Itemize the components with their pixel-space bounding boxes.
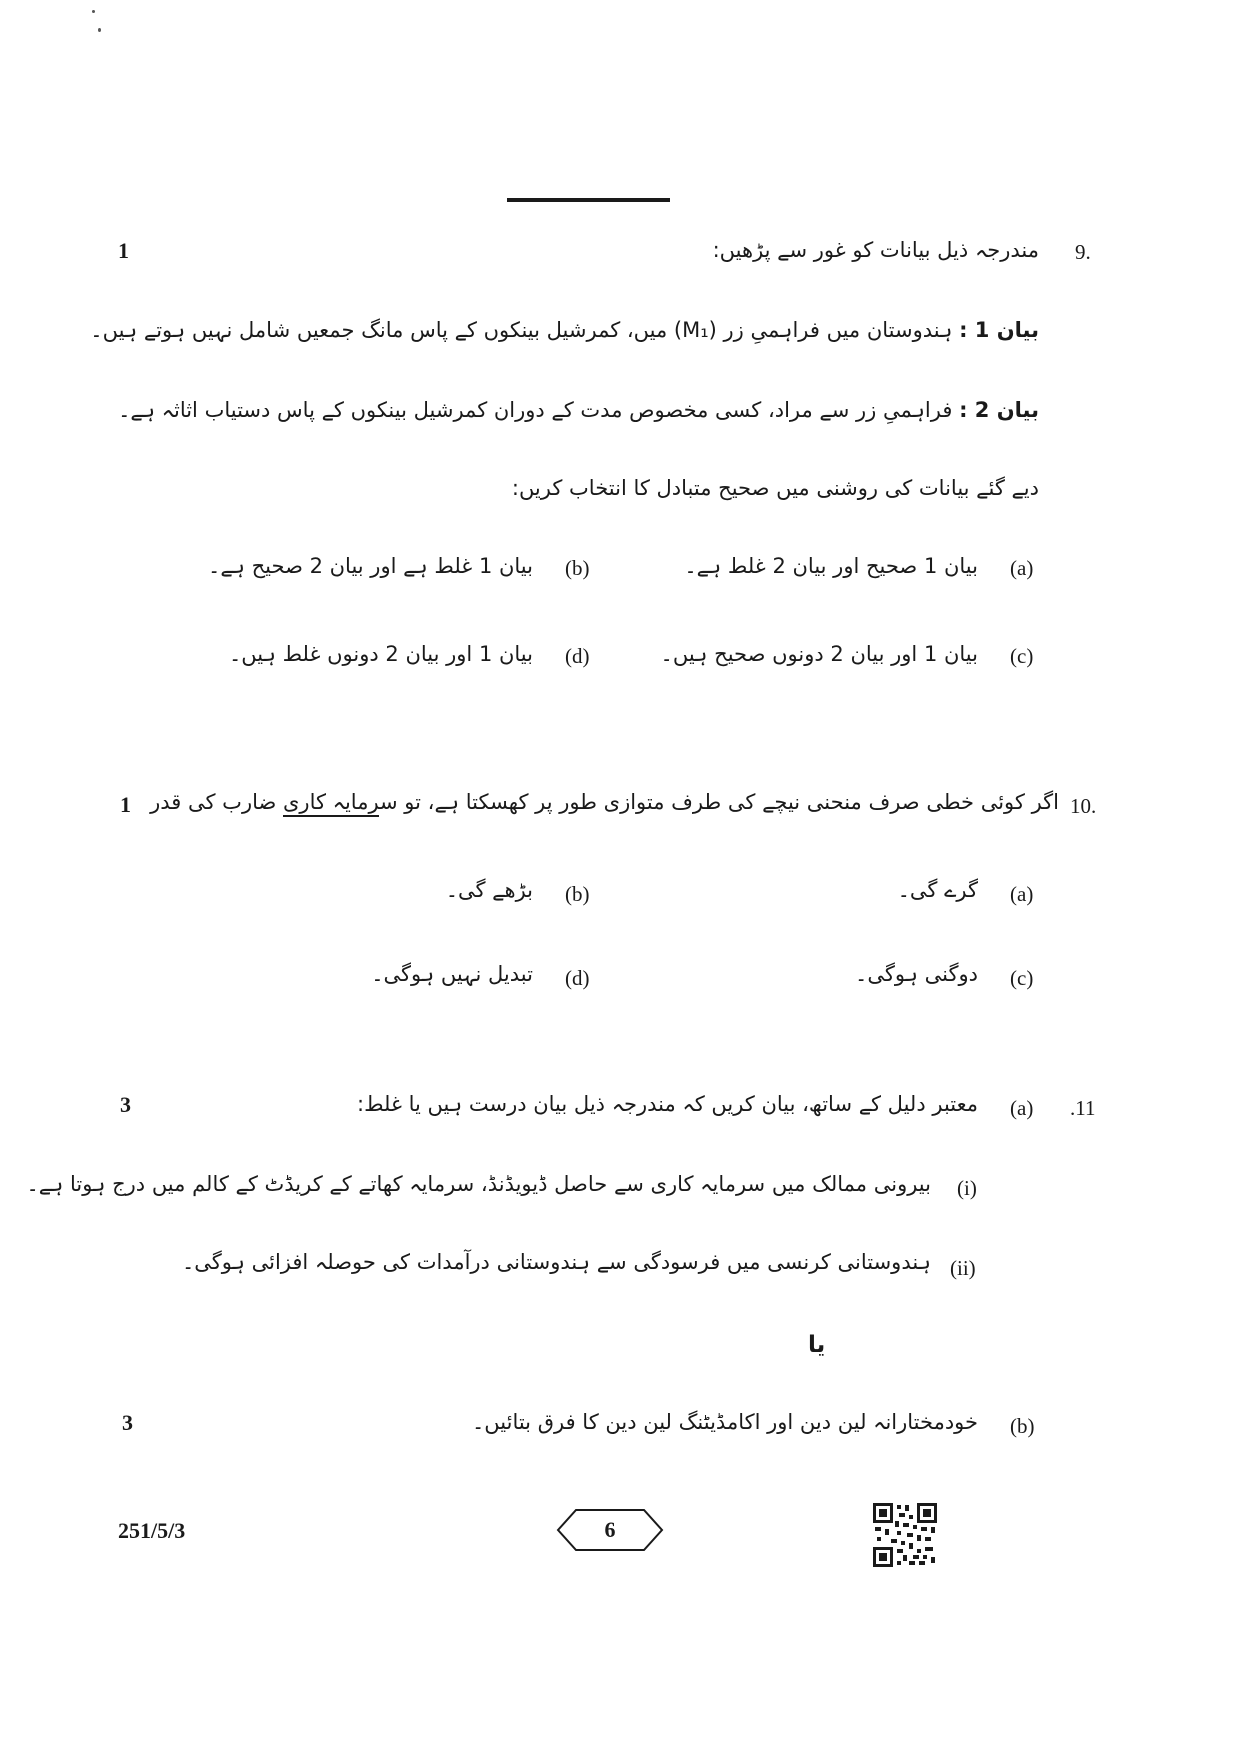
q10-marks: 1 [120,792,131,817]
q9-statement1 [90,318,1039,342]
q11-sub-ii-text: ہندوستانی کرنسی میں فرسودگی سے ہندوستانی درآمدات کی حوصلہ افزائی ہوگی۔ [181,1250,931,1274]
q9-option-d-text: بیان 1 اور بیان 2 دونوں غلط ہیں۔ [228,642,533,666]
q10-option-c-text: دوگنی ہوگی۔ [855,962,978,986]
q9-option-b-text: بیان 1 غلط ہے اور بیان 2 صحیح ہے۔ [208,554,533,578]
q11-or: یا [808,1332,826,1358]
paper-code: 251/5/3 [118,1518,186,1543]
q9-instruction: دیے گئے بیانات کی روشنی میں صحیح متبادل کا انتخاب کریں: [511,476,1039,500]
header-rule [507,198,670,202]
q11-part-a-marks: 3 [120,1092,131,1117]
q10-prompt: اگر کوئی خطی صرف منحنی نیچے کی طرف متوازی طور پر کھسکتا ہے، تو سرمایہ کاری ضارب کی قدر [150,790,1059,814]
q11-sub-ii-label: (ii) [950,1256,976,1280]
qr-code-icon [873,1503,937,1567]
q11-part-b-marks: 3 [122,1410,133,1435]
q11-part-a-prompt: معتبر دلیل کے ساتھ، بیان کریں کہ مندرجہ ذیل بیان درست ہیں یا غلط: [357,1092,978,1116]
q9-statement1-text: ہندوستان میں فراہمیِ زر (M₁) میں، کمرشیل بینکوں کے پاس مانگ جمعیں شامل نہیں ہوتے ہیں۔ [90,318,953,342]
q9-option-c-text: بیان 1 اور بیان 2 دونوں صحیح ہیں۔ [660,642,978,666]
q9-statement2-text: فراہمیِ زر سے مراد، کسی مخصوص مدت کے دوران کمرشیل بینکوں کے پاس دستیاب اثاثہ ہے۔ [118,398,953,422]
q11-sub-i-label: (i) [957,1176,977,1200]
q11-part-b-label: (b) [1010,1414,1035,1438]
q10-option-b-label: (b) [565,882,590,906]
q9-option-a-label: (a) [1010,556,1034,580]
q11-part-b-prompt: خودمختارانہ لین دین اور اکامڈیٹنگ لین دین کا فرق بتائیں۔ [471,1410,978,1434]
q9-prompt: مندرجہ ذیل بیانات کو غور سے پڑھیں: [712,238,1039,262]
q9-statement1-label: بیان 1 : [959,318,1039,342]
q10-option-d-text: تبدیل نہیں ہوگی۔ [371,962,533,986]
q9-option-d-label: (d) [565,644,590,668]
q9-option-a-text: بیان 1 صحیح اور بیان 2 غلط ہے۔ [684,554,978,578]
q9-number: 9. [1075,240,1091,264]
q10-option-a-text: گرے گی۔ [897,878,978,902]
q9-statement2-label: بیان 2 : [959,398,1039,422]
q11-sub-i-text: بیرونی ممالک میں سرمایہ کاری سے حاصل ڈیویڈنڈ، سرمایہ کھاتے کے کریڈٹ کے کالم میں درج ہوتا ہے۔ [26,1172,931,1196]
q9-marks: 1 [118,238,129,263]
page-number: 6 [604,1517,616,1542]
q9-statement2 [118,398,1039,422]
q10-option-d-label: (d) [565,966,590,990]
q9-option-c-label: (c) [1010,644,1034,668]
scan-speck [92,10,95,13]
q9-option-b-label: (b) [565,556,590,580]
page-number-badge [556,1508,664,1552]
scan-speck [98,28,101,32]
q10-answer-blank [283,815,379,817]
q10-number: 10. [1070,794,1097,818]
q10-option-a-label: (a) [1010,882,1034,906]
q11-number: .11 [1070,1096,1096,1120]
q10-option-c-label: (c) [1010,966,1034,990]
q10-option-b-text: بڑھے گی۔ [445,878,533,902]
q11-part-a-label: (a) [1010,1096,1034,1120]
